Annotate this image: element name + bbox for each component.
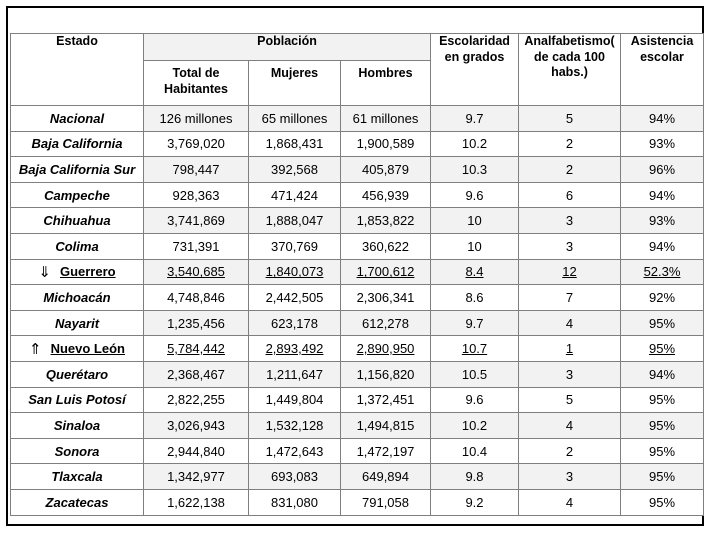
value-text: 9.7 <box>465 315 484 331</box>
value-cell <box>144 438 249 464</box>
table-row <box>11 182 704 208</box>
state-cell <box>11 182 144 208</box>
value-text: 95% <box>648 469 676 485</box>
value-cell <box>431 208 519 234</box>
table-row <box>11 310 704 336</box>
column-header-total-habitantes: Total de Habitantes <box>144 61 249 106</box>
table-row <box>11 413 704 439</box>
value-cell <box>144 208 249 234</box>
value-cell <box>431 464 519 490</box>
value-cell <box>519 413 621 439</box>
value-text: 791,058 <box>362 494 409 510</box>
value-cell <box>431 157 519 183</box>
value-cell <box>431 131 519 157</box>
column-header-escolaridad: Escolaridad en grados <box>431 34 519 106</box>
value-cell <box>341 131 431 157</box>
value-text: 1,472,197 <box>356 443 415 459</box>
value-text: 94% <box>648 366 676 382</box>
state-name: Nacional <box>49 110 105 126</box>
value-text: 731,391 <box>172 238 220 254</box>
column-header-asistencia: Asistencia escolar <box>621 34 704 106</box>
state-name: Baja California Sur <box>18 161 136 177</box>
value-text: 623,178 <box>271 315 318 331</box>
value-cell <box>341 464 431 490</box>
value-text: 94% <box>648 238 676 254</box>
value-text: 10.2 <box>461 417 488 433</box>
state-cell <box>11 157 144 183</box>
state-cell <box>11 233 144 259</box>
value-cell <box>431 106 519 132</box>
value-cell <box>621 131 704 157</box>
state-name: San Luis Potosí <box>28 392 126 408</box>
value-text: 649,894 <box>362 469 409 485</box>
value-text: 1,900,589 <box>356 136 415 152</box>
table-row <box>11 489 704 515</box>
table-row <box>11 438 704 464</box>
value-text: 95% <box>648 417 676 433</box>
down-double-arrow-icon: ⇓ <box>38 263 51 281</box>
table-row <box>11 387 704 413</box>
value-text: 831,080 <box>271 494 318 510</box>
value-text: 3,540,685 <box>167 264 225 280</box>
value-cell <box>249 233 341 259</box>
value-text: 4 <box>565 315 574 331</box>
value-text: 370,769 <box>271 238 318 254</box>
value-text: 94% <box>648 110 676 126</box>
value-text: 1 <box>565 341 574 357</box>
state-cell <box>11 208 144 234</box>
value-cell <box>249 182 341 208</box>
value-cell <box>341 489 431 515</box>
value-text: 2,893,492 <box>265 341 324 357</box>
value-text: 7 <box>565 289 574 305</box>
value-text: 3 <box>565 213 574 229</box>
value-cell <box>249 464 341 490</box>
value-cell <box>431 310 519 336</box>
table-row <box>11 336 704 362</box>
value-text: 3 <box>565 469 574 485</box>
value-cell <box>519 208 621 234</box>
value-cell <box>144 131 249 157</box>
table-row <box>11 233 704 259</box>
value-cell <box>431 438 519 464</box>
value-cell <box>621 285 704 311</box>
value-text: 1,888,047 <box>265 213 324 229</box>
value-cell <box>621 157 704 183</box>
value-cell <box>621 182 704 208</box>
state-cell <box>11 285 144 311</box>
value-cell <box>621 361 704 387</box>
table-row <box>11 157 704 183</box>
value-cell <box>249 285 341 311</box>
value-cell <box>519 464 621 490</box>
table-row <box>11 259 704 285</box>
value-cell <box>144 336 249 362</box>
table-row <box>11 464 704 490</box>
value-cell <box>519 361 621 387</box>
value-cell <box>341 361 431 387</box>
value-text: 456,939 <box>362 187 409 203</box>
value-cell <box>249 131 341 157</box>
value-text: 1,622,138 <box>167 494 225 510</box>
state-name: Tlaxcala <box>51 469 103 485</box>
state-cell <box>11 489 144 515</box>
value-cell <box>144 387 249 413</box>
state-cell <box>11 106 144 132</box>
value-text: 1,211,647 <box>266 366 323 382</box>
value-cell <box>341 208 431 234</box>
value-cell <box>621 438 704 464</box>
state-name: Zacatecas <box>45 494 109 510</box>
column-header-analfabetismo: Analfabetismo( de cada 100 habs.) <box>519 34 621 106</box>
value-text: 61 millones <box>352 110 419 126</box>
value-text: 1,342,977 <box>167 469 225 485</box>
value-cell <box>519 157 621 183</box>
table-row <box>11 285 704 311</box>
value-text: 1,494,815 <box>356 417 415 433</box>
value-text: 4 <box>565 417 574 433</box>
value-text: 5,784,442 <box>167 341 225 357</box>
value-cell <box>431 413 519 439</box>
value-cell <box>249 361 341 387</box>
value-cell <box>519 336 621 362</box>
value-cell <box>249 489 341 515</box>
value-cell <box>144 259 249 285</box>
column-header-mujeres: Mujeres <box>249 61 341 106</box>
value-text: 1,853,822 <box>356 213 415 229</box>
value-text: 10.7 <box>461 341 488 357</box>
value-text: 12 <box>562 264 577 280</box>
value-cell <box>341 310 431 336</box>
value-cell <box>144 106 249 132</box>
column-header-estado: Estado <box>11 34 144 106</box>
value-cell <box>144 464 249 490</box>
value-cell <box>249 259 341 285</box>
value-text: 8.4 <box>465 264 484 280</box>
table-row <box>11 131 704 157</box>
value-text: 96% <box>648 161 676 177</box>
value-text: 1,372,451 <box>356 392 415 408</box>
value-text: 65 millones <box>261 110 328 126</box>
value-text: 9.8 <box>465 469 484 485</box>
statistics-table <box>10 33 704 516</box>
value-text: 92% <box>648 289 676 305</box>
value-cell <box>431 233 519 259</box>
value-text: 798,447 <box>172 161 220 177</box>
value-text: 3,026,943 <box>167 417 225 433</box>
value-cell <box>144 233 249 259</box>
value-text: 95% <box>648 315 676 331</box>
value-text: 392,568 <box>271 161 318 177</box>
value-cell <box>144 489 249 515</box>
table-row <box>11 106 704 132</box>
value-text: 10.3 <box>461 161 488 177</box>
value-text: 5 <box>565 110 574 126</box>
value-cell <box>519 259 621 285</box>
state-name: Campeche <box>44 187 110 203</box>
value-text: 693,083 <box>271 469 318 485</box>
value-text: 9.7 <box>465 110 484 126</box>
value-text: 1,449,804 <box>265 392 324 408</box>
column-group-header-poblacion: Población <box>144 34 431 61</box>
value-cell <box>621 310 704 336</box>
value-cell <box>621 387 704 413</box>
value-cell <box>144 361 249 387</box>
value-cell <box>249 336 341 362</box>
value-text: 9.6 <box>465 392 484 408</box>
value-text: 2 <box>565 136 574 152</box>
state-cell <box>11 438 144 464</box>
value-cell <box>621 259 704 285</box>
value-text: 1,472,643 <box>265 443 324 459</box>
column-header-hombres: Hombres <box>341 61 431 106</box>
value-text: 2 <box>565 443 574 459</box>
state-cell <box>11 310 144 336</box>
value-text: 1,156,820 <box>356 366 415 382</box>
state-name: Nayarit <box>54 315 100 331</box>
value-cell <box>431 285 519 311</box>
value-text: 4,748,846 <box>167 289 225 305</box>
value-text: 4 <box>565 494 574 510</box>
value-cell <box>519 285 621 311</box>
value-text: 52.3% <box>643 264 681 280</box>
value-cell <box>341 182 431 208</box>
value-text: 2,822,255 <box>167 392 225 408</box>
value-text: 612,278 <box>362 315 409 331</box>
value-cell <box>144 157 249 183</box>
table-body <box>11 106 704 516</box>
value-text: 9.2 <box>465 494 484 510</box>
value-cell <box>249 310 341 336</box>
state-cell <box>11 361 144 387</box>
value-cell <box>341 233 431 259</box>
value-text: 405,879 <box>362 161 409 177</box>
value-text: 8.6 <box>465 289 484 305</box>
value-cell <box>341 387 431 413</box>
value-text: 3 <box>565 238 574 254</box>
state-name: Nuevo León <box>50 340 125 356</box>
value-cell <box>519 310 621 336</box>
value-cell <box>341 336 431 362</box>
value-cell <box>144 182 249 208</box>
value-cell <box>249 157 341 183</box>
value-text: 3,741,869 <box>167 213 225 229</box>
value-text: 928,363 <box>172 187 220 203</box>
state-name: Colima <box>55 238 99 254</box>
value-text: 10.4 <box>461 443 488 459</box>
value-cell <box>431 259 519 285</box>
value-text: 1,532,128 <box>265 417 324 433</box>
header-row-1 <box>11 34 704 61</box>
value-text: 95% <box>648 494 676 510</box>
value-text: 95% <box>648 443 676 459</box>
value-text: 1,868,431 <box>265 136 324 152</box>
value-cell <box>519 387 621 413</box>
value-cell <box>621 233 704 259</box>
value-cell <box>519 438 621 464</box>
value-cell <box>431 361 519 387</box>
value-text: 360,622 <box>362 238 409 254</box>
value-cell <box>249 106 341 132</box>
value-cell <box>621 208 704 234</box>
state-name: Sinaloa <box>53 417 101 433</box>
value-text: 3 <box>565 366 574 382</box>
value-text: 10.2 <box>461 136 488 152</box>
value-text: 95% <box>648 392 676 408</box>
value-text: 10.5 <box>461 366 488 382</box>
value-text: 2 <box>565 161 574 177</box>
value-cell <box>341 285 431 311</box>
value-text: 1,235,456 <box>167 315 225 331</box>
state-cell <box>11 259 144 285</box>
table-row <box>11 208 704 234</box>
value-cell <box>249 387 341 413</box>
value-text: 1,840,073 <box>265 264 324 280</box>
value-text: 2,306,341 <box>356 289 415 305</box>
value-text: 3,769,020 <box>167 136 225 152</box>
value-cell <box>431 489 519 515</box>
value-text: 2,368,467 <box>167 366 225 382</box>
value-cell <box>621 413 704 439</box>
state-cell <box>11 464 144 490</box>
value-cell <box>341 413 431 439</box>
value-cell <box>249 208 341 234</box>
value-cell <box>431 387 519 413</box>
value-text: 471,424 <box>271 187 318 203</box>
table-row <box>11 361 704 387</box>
value-text: 2,442,505 <box>265 289 324 305</box>
value-cell <box>519 131 621 157</box>
value-cell <box>341 259 431 285</box>
value-cell <box>341 157 431 183</box>
value-cell <box>341 438 431 464</box>
state-name: Chihuahua <box>43 213 111 229</box>
value-text: 10 <box>467 238 482 254</box>
value-text: 2,944,840 <box>167 443 225 459</box>
state-name: Baja California <box>31 136 123 152</box>
state-name: Guerrero <box>59 263 116 279</box>
value-cell <box>519 489 621 515</box>
value-cell <box>249 438 341 464</box>
state-name: Sonora <box>54 443 100 459</box>
state-cell <box>11 387 144 413</box>
value-cell <box>621 336 704 362</box>
value-text: 5 <box>565 392 574 408</box>
state-cell <box>11 413 144 439</box>
value-cell <box>144 285 249 311</box>
value-text: 126 millones <box>159 110 233 126</box>
value-cell <box>431 336 519 362</box>
value-text: 95% <box>648 341 676 357</box>
value-cell <box>519 233 621 259</box>
value-cell <box>144 413 249 439</box>
value-text: 93% <box>648 213 676 229</box>
value-cell <box>431 182 519 208</box>
value-text: 1,700,612 <box>356 264 415 280</box>
value-text: 6 <box>565 187 574 203</box>
value-cell <box>341 106 431 132</box>
state-name: Querétaro <box>45 366 109 382</box>
state-cell <box>11 336 144 362</box>
value-cell <box>621 106 704 132</box>
table-header <box>11 34 704 106</box>
value-cell <box>519 106 621 132</box>
value-text: 9.6 <box>465 187 484 203</box>
up-double-arrow-icon: ⇑ <box>29 340 42 358</box>
value-cell <box>249 413 341 439</box>
value-text: 2,890,950 <box>356 341 415 357</box>
value-cell <box>621 489 704 515</box>
value-text: 94% <box>648 187 676 203</box>
value-cell <box>144 310 249 336</box>
value-cell <box>621 464 704 490</box>
value-text: 10 <box>467 213 482 229</box>
value-text: 93% <box>648 136 676 152</box>
state-cell <box>11 131 144 157</box>
value-cell <box>519 182 621 208</box>
state-name: Michoacán <box>43 289 111 305</box>
